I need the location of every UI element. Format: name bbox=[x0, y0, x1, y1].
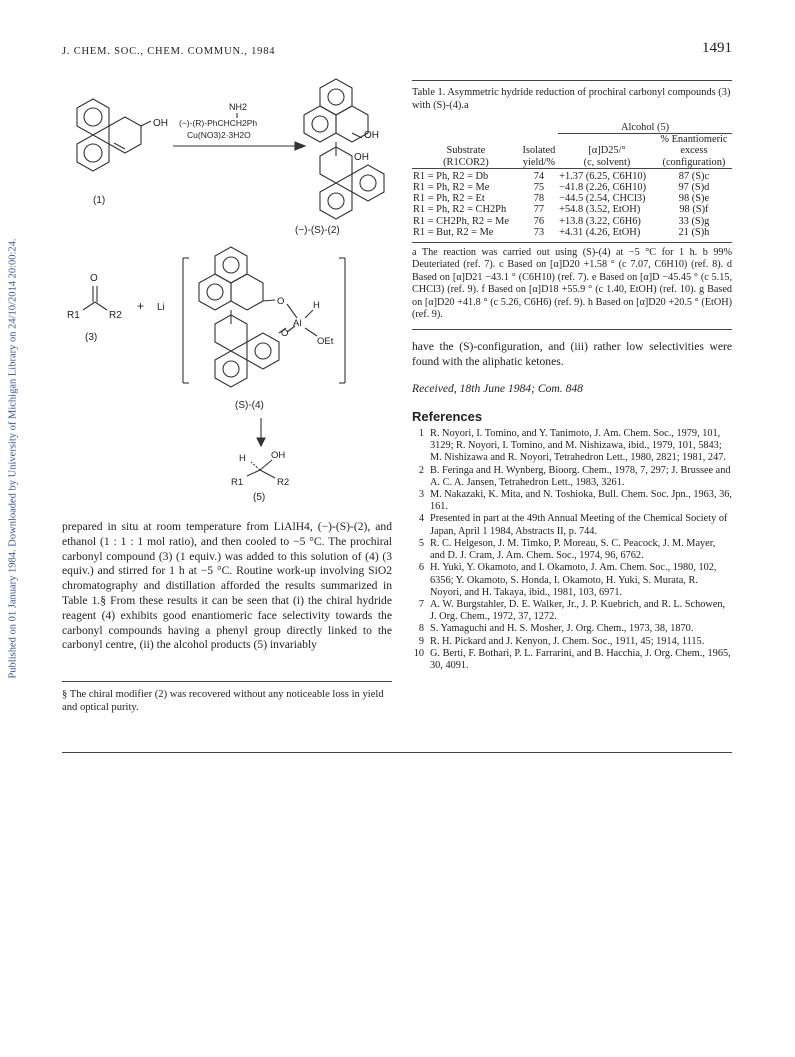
reference-number: 7 bbox=[418, 598, 424, 610]
reference-item bbox=[412, 599, 732, 623]
hydride-label: H bbox=[313, 300, 320, 311]
reaction-scheme bbox=[55, 78, 390, 518]
oxygen-bottom: O bbox=[281, 328, 289, 339]
table-row bbox=[412, 171, 732, 182]
reagent-copper: Cu(NO3)2·3H2O bbox=[187, 130, 251, 140]
r2-label: R2 bbox=[109, 310, 122, 321]
reference-item bbox=[412, 648, 732, 672]
table-row bbox=[412, 227, 732, 238]
phenanthrol-structure bbox=[77, 99, 151, 171]
right-column bbox=[412, 80, 732, 672]
cell-yield: 75 bbox=[533, 182, 545, 194]
reference-text: R. Noyori, I. Tomino, and Y. Tanimoto, J. Am. Chem. Soc., 1979, 101, 3129; R. Noyori, I. Tomino, and M. Nishizawa, ibid., 1979, 101, 5843; M. Nishizawa and R. Noyori, Tetrahedron Lett., 1980, 2821; 1981, 247. bbox=[430, 428, 726, 464]
cell-rotation: −41.8 (2.26, C6H10) bbox=[559, 182, 647, 194]
alcohol-r2: R2 bbox=[277, 477, 290, 488]
col-header-rotation bbox=[558, 134, 656, 169]
reference-number: 2 bbox=[418, 464, 424, 476]
download-notice: Published on 01 January 1984. Downloaded by University of Michigan Library on 24/10/2014 20:00:24. bbox=[7, 238, 19, 679]
reference-number: 1 bbox=[418, 428, 424, 440]
reference-item bbox=[412, 623, 732, 635]
table-row bbox=[412, 193, 732, 204]
col-header-substrate-line2: (R1COR2) bbox=[443, 156, 489, 168]
references-list bbox=[412, 428, 732, 672]
carbonyl-structure bbox=[83, 286, 107, 310]
reference-item bbox=[412, 428, 732, 465]
oxygen-top: O bbox=[277, 296, 285, 307]
alcohol-h: H bbox=[239, 453, 246, 464]
cell-rotation: +13.8 (3.22, C6H6) bbox=[559, 215, 641, 227]
table-row bbox=[412, 182, 732, 193]
r1-label: R1 bbox=[67, 310, 80, 321]
cell-rotation: +1.37 (6.25, C6H10) bbox=[559, 170, 647, 182]
compound-1-label: (1) bbox=[93, 195, 106, 206]
reference-number: 5 bbox=[418, 537, 424, 549]
carbonyl-oxygen: O bbox=[90, 273, 98, 284]
col-header-ee-line1: % Enantiomeric bbox=[660, 134, 728, 146]
reagent-amine: (−)-(R)-PhCHCH2Ph bbox=[179, 118, 258, 128]
cell-rotation: −44.5 (2.54, CHCl3) bbox=[559, 193, 646, 205]
footnote: § The chiral modifier (2) was recovered without any noticeable loss in yield and optical purity. bbox=[62, 689, 384, 713]
left-column-text bbox=[62, 520, 392, 653]
compound-3-label: (3) bbox=[85, 332, 98, 343]
table-row bbox=[412, 216, 732, 227]
col-header-rotation-line2: (c, solvent) bbox=[583, 156, 631, 168]
reference-number: 3 bbox=[418, 489, 424, 501]
alcohol-oh: OH bbox=[271, 450, 286, 461]
results-table bbox=[412, 118, 732, 238]
col-header-ee-line2: excess bbox=[680, 145, 708, 157]
aluminium-label: Al bbox=[293, 318, 302, 329]
reference-text: S. Yamaguchi and H. S. Mosher, J. Org. Chem., 1973, 38, 1870. bbox=[430, 623, 694, 635]
cell-ee: 98 (S)f bbox=[679, 204, 709, 216]
col-header-ee-line3: (configuration) bbox=[662, 156, 726, 168]
col-header-yield-line1: Isolated bbox=[522, 145, 556, 157]
cell-yield: 74 bbox=[533, 170, 545, 182]
download-watermark bbox=[6, 180, 20, 740]
reference-item bbox=[412, 489, 732, 513]
references-heading: References bbox=[412, 409, 483, 425]
oh-label-top: OH bbox=[364, 130, 379, 141]
oh-label: OH bbox=[153, 118, 168, 129]
cell-yield: 77 bbox=[533, 204, 545, 216]
cell-substrate: R1 = Ph, R2 = Db bbox=[413, 170, 489, 182]
alcohol-r1: R1 bbox=[231, 477, 244, 488]
reference-text: H. Yuki, Y. Okamoto, and I. Okamoto, J. Am. Chem. Soc., 1980, 102, 6356; Y. Okamoto, S. Honda, I. Okamoto, H. Yuki, S. Murata, R. Noyori, and H. Takaya, ibid., 1981, 103, 6971. bbox=[430, 562, 717, 598]
footnote-rule bbox=[62, 681, 392, 682]
cell-ee: 97 (S)d bbox=[678, 182, 710, 194]
reference-text: B. Feringa and H. Wynberg, Bioorg. Chem., 1978, 7, 297; J. Brussee and A. C. A. Jansen, Tetrahedron Lett., 1983, 3261. bbox=[430, 464, 731, 488]
page-header bbox=[62, 40, 732, 62]
reference-number: 9 bbox=[418, 635, 424, 647]
compound-5-label: (5) bbox=[253, 492, 266, 503]
reference-text: R. C. Helgeson, J. M. Timko, P. Moreau, S. C. Peacock, J. M. Mayer, and D. J. Cram, J. Am. Chem. Soc., 1974, 96, 6762. bbox=[430, 537, 716, 562]
table-bottom-rule bbox=[412, 242, 732, 243]
received-line: Received, 18th June 1984; Com. 848 bbox=[412, 382, 583, 396]
table-notes: a The reaction was carried out using (S)-(4) at −5 °C for 1 h. b 99% Deuteriated (ref. 7). c Based on [α]D20 +1.58 ° (c 7.07, C6H10) (ref. 8). d Based on [α]D21 −43.1 ° (C6H10) (ref. 7). e Based on [α]D −45.45 ° (c 5.15, CHCl3) (ref. 9). f Based on [α]D18 +55.9 ° (c 1.40, EtOH) (ref. 10). g Based on [α]D20 +41.8 ° (c 5.26, C6H6) (ref. 9). h Based on [α]D20 +20.5 ° (EtOH) (ref. 9). bbox=[412, 247, 732, 321]
table-group-header: Alcohol (5) bbox=[558, 118, 732, 134]
reference-item bbox=[412, 636, 732, 648]
arrowhead bbox=[295, 142, 305, 150]
cell-substrate: R1 = Ph, R2 = CH2Ph bbox=[413, 204, 507, 216]
reference-item bbox=[412, 513, 732, 537]
reference-item bbox=[412, 562, 732, 599]
reference-text: R. H. Pickard and J. Kenyon, J. Chem. Soc., 1911, 45; 1914, 1115. bbox=[430, 635, 705, 647]
reagent-nh2: NH2 bbox=[229, 102, 248, 112]
reference-text: G. Berti, F. Bothari, P. L. Farrarini, and B. Hacchia, J. Org. Chem., 1965, 30, 4091. bbox=[430, 647, 731, 671]
reference-number: 4 bbox=[418, 513, 424, 525]
col-header-yield bbox=[520, 134, 558, 169]
reference-text: M. Nakazaki, K. Mita, and N. Toshioka, Bull. Chem. Soc. Jpn., 1963, 36, 161. bbox=[430, 489, 732, 513]
reference-number: 6 bbox=[418, 562, 424, 574]
body-paragraph-right: have the (S)-configuration, and (iii) rather low selectivities were found with the aliphatic ketones. bbox=[412, 340, 732, 369]
cell-substrate: R1 = Ph, R2 = Me bbox=[413, 182, 490, 194]
cell-ee: 87 (S)c bbox=[678, 170, 710, 182]
page-bottom-rule bbox=[62, 752, 732, 753]
cell-substrate: R1 = CH2Ph, R2 = Me bbox=[413, 215, 510, 227]
col-header-ee bbox=[656, 134, 732, 169]
cell-ee: 98 (S)e bbox=[678, 193, 710, 205]
compound-2-label: (−)-(S)-(2) bbox=[295, 225, 340, 236]
table-caption: Table 1. Asymmetric hydride reduction of prochiral carbonyl compounds (3) with (S)-(4).a bbox=[412, 87, 731, 111]
cell-yield: 73 bbox=[533, 226, 545, 238]
oh-label-bottom: OH bbox=[354, 152, 369, 163]
reference-number: 8 bbox=[418, 623, 424, 635]
col-header-substrate-line1: Substrate bbox=[446, 145, 486, 157]
reference-item bbox=[412, 465, 732, 489]
plus-sign: + bbox=[137, 299, 145, 313]
cell-ee: 21 (S)h bbox=[678, 226, 710, 238]
journal-title: J. CHEM. SOC., CHEM. COMMUN., 1984 bbox=[62, 46, 276, 57]
col-header-rotation-line1: [α]D25/° bbox=[588, 145, 626, 157]
ethoxy-label: OEt bbox=[317, 336, 334, 347]
alcohol-structure bbox=[247, 460, 275, 478]
cell-ee: 33 (S)g bbox=[678, 215, 710, 227]
col-header-substrate bbox=[412, 134, 520, 169]
compound-4-label: (S)-(4) bbox=[235, 400, 264, 411]
page-number: 1491 bbox=[702, 40, 732, 56]
biphenanthrol-structure bbox=[304, 79, 384, 219]
cell-substrate: R1 = Ph, R2 = Et bbox=[413, 193, 485, 205]
reference-number: 10 bbox=[413, 647, 424, 659]
cell-rotation: +54.8 (3.52, EtOH) bbox=[559, 204, 641, 216]
table-row bbox=[412, 204, 732, 215]
reference-text: Presented in part at the 49th Annual Meeting of the Chemical Society of Japan, April 1 1984, Abstracts II, p. 744. bbox=[430, 513, 728, 537]
col-header-yield-line2: yield/% bbox=[522, 156, 556, 168]
cell-yield: 78 bbox=[533, 193, 545, 205]
section-rule bbox=[412, 329, 732, 330]
reference-item bbox=[412, 538, 732, 562]
reference-text: A. W. Burgstahler, D. E. Walker, Jr., J. P. Kuebrich, and R. L. Schowen, J. Org. Chem., 1972, 37, 1272. bbox=[430, 598, 726, 623]
table-top-rule bbox=[412, 80, 732, 81]
lithium-label: Li bbox=[157, 302, 165, 313]
cell-rotation: +4.31 (4.26, EtOH) bbox=[559, 226, 641, 238]
cell-substrate: R1 = But, R2 = Me bbox=[413, 226, 494, 238]
body-paragraph-left: prepared in situ at room temperature from LiAlH4, (−)-(S)-(2), and ethanol (1 : 1 : 1 mol ratio), and then cooled to −5 °C. The prochiral carbonyl compound (3) (1 equiv.) was added to this solution of (4) (3 equiv.) and stirred for 1 h at −5 °C. Routine work-up involving SiO2 chromatography and distillation afforded the results summarized in Table 1.§ From these results it can be seen that (i) the chiral hydride reagent (4) exhibits good enantiomeric face selectivity towards the carbonyl compounds having a phenyl group directly linked to the carbonyl centre, (ii) the alcohol products (5) invariably bbox=[62, 520, 392, 652]
cell-yield: 76 bbox=[533, 215, 545, 227]
aluminate-structure bbox=[199, 247, 317, 387]
